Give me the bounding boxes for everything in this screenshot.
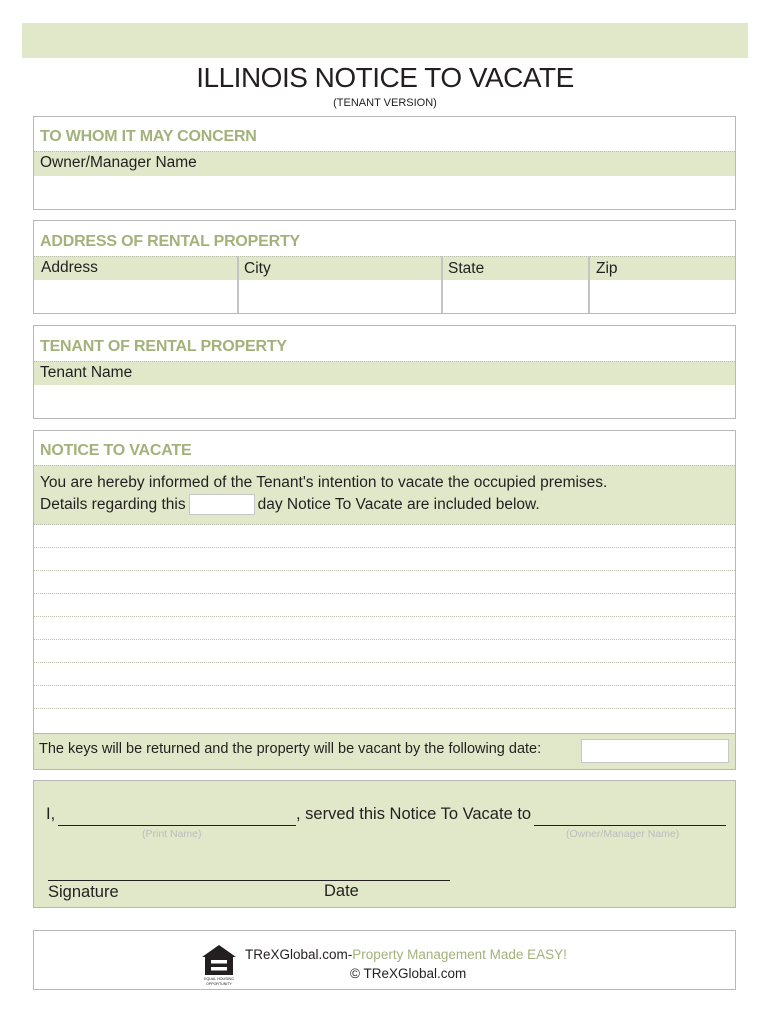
city-field[interactable] xyxy=(239,279,440,313)
footer-tagline xyxy=(245,947,567,962)
owner-name-label: Owner/Manager Name xyxy=(40,154,197,171)
notice-text-band xyxy=(34,465,735,525)
top-banner xyxy=(22,23,748,58)
tenant-section-title: TENANT OF RENTAL PROPERTY xyxy=(40,338,287,355)
equal-housing-opportunity-icon xyxy=(200,943,238,989)
details-line[interactable] xyxy=(34,616,735,639)
notice-text-before: Details regarding this xyxy=(40,496,186,513)
footer-slogan: Property Management Made EASY! xyxy=(352,947,567,962)
page-subtitle: (TENANT VERSION) xyxy=(333,97,437,109)
address-section xyxy=(33,220,736,314)
owner-name-line[interactable] xyxy=(534,825,726,826)
owner-section-title: TO WHOM IT MAY CONCERN xyxy=(40,128,257,145)
print-name-hint: (Print Name) xyxy=(142,828,202,840)
notice-text-line-1: You are hereby informed of the Tenant's intention to vacate the occupied premises. xyxy=(40,474,608,491)
print-name-line[interactable] xyxy=(58,825,296,826)
logo-caption: EQUAL HOUSING OPPORTUNITY xyxy=(204,977,234,986)
details-line[interactable] xyxy=(34,708,735,731)
page-title: ILLINOIS NOTICE TO VACATE xyxy=(196,62,574,93)
i-label: I, xyxy=(46,805,56,823)
zip-column-label: Zip xyxy=(596,260,618,277)
signature-label: Signature xyxy=(48,883,119,901)
details-line[interactable] xyxy=(34,593,735,616)
footer-copyright: © TReXGlobal.com xyxy=(350,966,467,981)
details-line[interactable] xyxy=(34,639,735,662)
owner-name-field[interactable] xyxy=(34,175,735,209)
footer-site: TReXGlobal.com- xyxy=(245,947,353,962)
details-line[interactable] xyxy=(34,547,735,570)
owner-section xyxy=(33,116,736,210)
vacate-date-field[interactable] xyxy=(581,739,729,763)
address-section-title: ADDRESS OF RENTAL PROPERTY xyxy=(40,233,301,250)
details-line[interactable] xyxy=(34,524,735,547)
footer-box xyxy=(33,930,736,990)
details-line[interactable] xyxy=(34,685,735,708)
address-column-label: Address xyxy=(41,259,98,276)
date-label: Date xyxy=(324,882,359,900)
owner-label-band xyxy=(34,151,735,176)
notice-section xyxy=(33,430,736,770)
details-line[interactable] xyxy=(34,570,735,593)
address-label-band xyxy=(34,256,735,280)
state-field[interactable] xyxy=(443,279,587,313)
tenant-name-field[interactable] xyxy=(34,384,735,418)
served-text: , served this Notice To Vacate to xyxy=(296,805,532,823)
signature-line[interactable] xyxy=(48,880,450,881)
keys-return-text: The keys will be returned and the property will be vacant by the following date: xyxy=(39,741,542,757)
notice-days-field[interactable] xyxy=(189,494,255,515)
notice-text-line-2 xyxy=(40,494,540,516)
tenant-name-label: Tenant Name xyxy=(40,364,133,381)
owner-name-hint: (Owner/Manager Name) xyxy=(566,828,680,840)
state-column-label: State xyxy=(448,260,485,277)
details-line[interactable] xyxy=(34,662,735,685)
zip-field[interactable] xyxy=(590,279,735,313)
notice-section-title: NOTICE TO VACATE xyxy=(40,442,192,459)
tenant-section xyxy=(33,325,736,419)
notice-text-after: day Notice To Vacate are included below. xyxy=(257,496,540,513)
city-column-label: City xyxy=(244,260,271,277)
signature-section xyxy=(33,780,736,908)
tenant-label-band xyxy=(34,361,735,385)
address-field[interactable] xyxy=(34,279,236,313)
keys-return-band xyxy=(34,733,735,769)
